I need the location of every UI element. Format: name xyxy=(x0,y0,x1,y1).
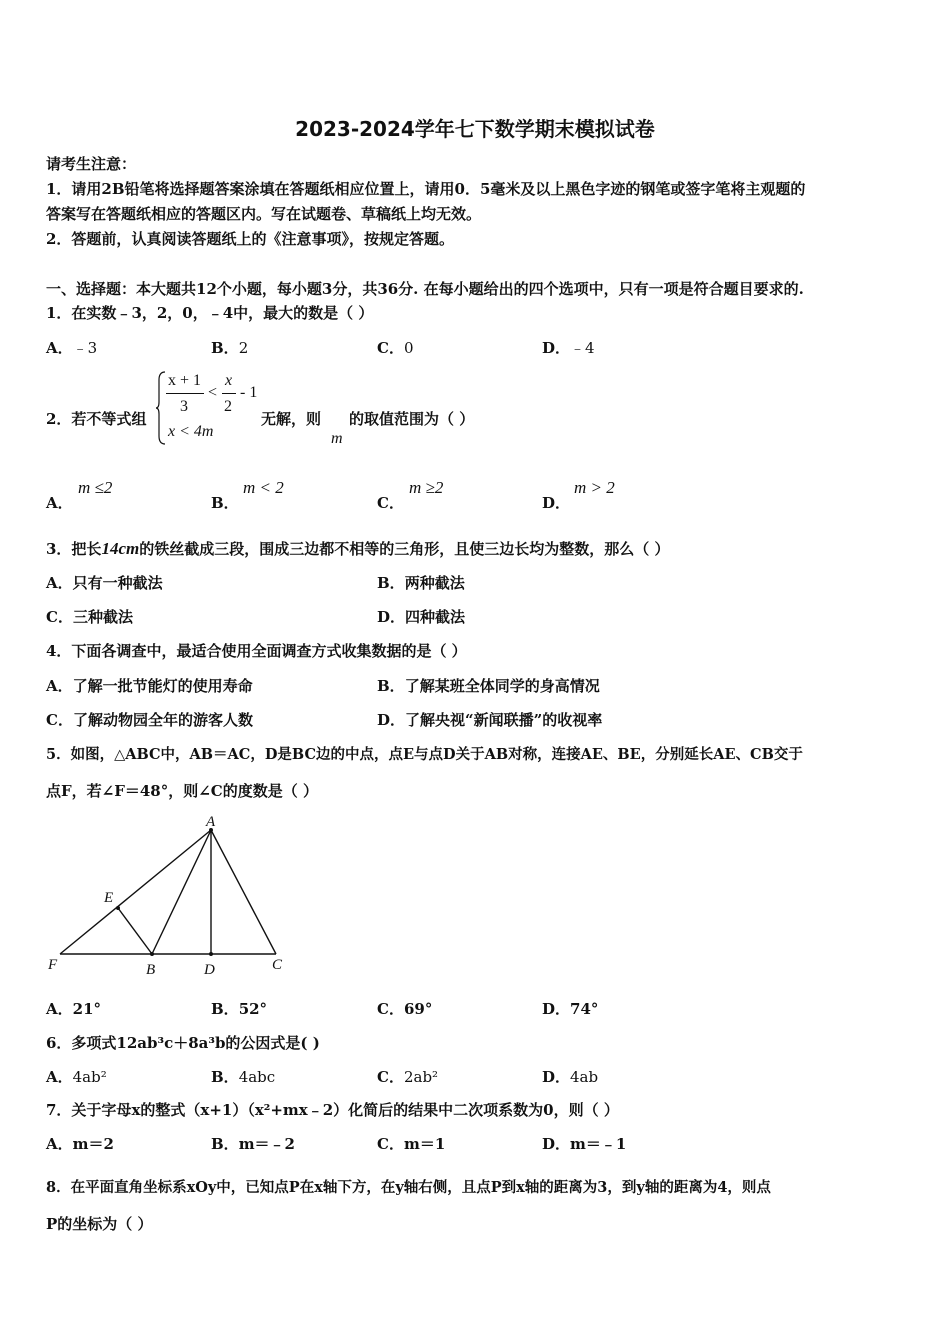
segment-fa xyxy=(60,830,211,954)
q2-option-b-value: m < 2 xyxy=(243,478,284,497)
label-c: C xyxy=(272,957,283,973)
question-8-cont: P的坐标为（ ） xyxy=(46,1215,153,1233)
question-6: 6．多项式12ab³c＋8a³b的公因式是( ) xyxy=(46,1034,320,1052)
q6-option-b: B．4abc xyxy=(211,1068,276,1086)
notice-item-1: 1．请用2B铅笔将选择题答案涂填在答题纸相应位置上，请用0．5毫米及以上黑色字迹的钢笔或签字笔将主观题的 xyxy=(46,180,806,198)
page-title: 2023-2024学年七下数学期末模拟试卷 xyxy=(295,117,655,141)
ineq1-den-right: 2 xyxy=(224,398,232,415)
point-d xyxy=(209,952,213,956)
q7-option-b: B．m＝﹣2 xyxy=(211,1135,295,1153)
fraction-bar xyxy=(166,393,204,394)
q4-option-d: D．了解央视“新闻联播”的收视率 xyxy=(377,711,603,729)
q2-option-c-value: m ≥2 xyxy=(409,478,444,497)
brace-icon xyxy=(155,370,167,446)
q2-option-a-value: m ≤2 xyxy=(78,478,113,497)
q4-option-a: A．了解一批节能灯的使用寿命 xyxy=(46,677,253,695)
segment-ac xyxy=(211,830,276,954)
label-a: A xyxy=(206,814,216,830)
question-7: 7．关于字母x的整式（x+1）（x²+mx﹣2）化简后的结果中二次项系数为0，则（ ） xyxy=(46,1101,619,1119)
label-f: F xyxy=(48,957,58,973)
q1-option-c: C．0 xyxy=(377,339,414,357)
q7-option-c: C．m＝1 xyxy=(377,1135,446,1153)
q5-option-b: B．52° xyxy=(211,1000,268,1018)
q4-option-c: C．了解动物园全年的游客人数 xyxy=(46,711,253,729)
ineq1-den-left: 3 xyxy=(180,398,188,415)
q6-option-c: C．2ab² xyxy=(377,1068,439,1086)
triangle-figure xyxy=(44,812,294,982)
q2-option-b: B． xyxy=(211,494,239,512)
question-2-var: m xyxy=(331,430,343,447)
label-b: B xyxy=(146,962,156,978)
label-d: D xyxy=(204,962,215,978)
point-b xyxy=(150,952,154,956)
section-heading: 一、选择题：本大题共12个小题，每小题3分，共36分. 在每小题给出的四个选项中，只有一项是符合题目要求的. xyxy=(46,280,804,298)
q5-option-c: C．69° xyxy=(377,1000,433,1018)
point-e xyxy=(116,906,120,910)
ineq1-num-left: x + 1 xyxy=(168,372,202,389)
q3-option-c: C．三种截法 xyxy=(46,608,133,626)
segment-ab xyxy=(152,830,211,954)
question-2-suffix: 的取值范围为（ ） xyxy=(349,410,475,428)
q6-option-d: D．4ab xyxy=(542,1068,599,1086)
question-5: 5．如图，△ABC中，AB＝AC，D是BC边的中点，点E与点D关于AB对称，连接AE、BE，分别延长AE、CB交于 xyxy=(46,746,803,763)
question-2-prefix: 2．若不等式组 xyxy=(46,410,147,428)
q6-option-a: A．4ab² xyxy=(46,1068,107,1086)
ineq2: x < 4m xyxy=(168,423,214,440)
ineq1-lt: < xyxy=(208,384,218,401)
q3-option-d: D．四种截法 xyxy=(377,608,466,626)
q7-option-a: A．m＝2 xyxy=(46,1135,114,1153)
notice-item-1-cont: 答案写在答题纸相应的答题区内。写在试题卷、草稿纸上均无效。 xyxy=(46,205,482,223)
question-5-cont: 点F，若∠F＝48°，则∠C的度数是（ ） xyxy=(46,782,318,800)
notice-heading: 请考生注意： xyxy=(46,155,137,173)
question-8: 8．在平面直角坐标系xOy中，已知点P在x轴下方，在y轴右侧，且点P到x轴的距离为3，到y轴的距离为4，则点 xyxy=(46,1179,771,1196)
segment-eb xyxy=(118,908,152,954)
notice-item-2: 2．答题前，认真阅读答题纸上的《注意事项》，按规定答题。 xyxy=(46,230,454,248)
question-2-middle: 无解，则 xyxy=(261,410,322,428)
q4-option-b: B．了解某班全体同学的身高情况 xyxy=(377,677,600,695)
q5-option-d: D．74° xyxy=(542,1000,599,1018)
q2-option-d-value: m > 2 xyxy=(574,478,615,497)
q3-option-b: B．两种截法 xyxy=(377,574,465,592)
q3-option-a: A．只有一种截法 xyxy=(46,574,163,592)
q1-option-a: A．﹣3 xyxy=(46,339,98,357)
q2-option-d: D． xyxy=(542,494,571,512)
question-1: 1．在实数﹣3，2，0，﹣4中，最大的数是（ ） xyxy=(46,304,374,322)
question-3: 3．把长14cm的铁丝截成三段，围成三边都不相等的三角形，且使三边长均为整数，那么（ ） xyxy=(46,539,670,558)
q1-option-b: B．2 xyxy=(211,339,249,357)
ineq1-num-right: x xyxy=(225,372,233,389)
label-e: E xyxy=(104,890,114,906)
ineq1-tail: - 1 xyxy=(240,384,258,401)
q7-option-d: D．m＝﹣1 xyxy=(542,1135,627,1153)
q5-option-a: A．21° xyxy=(46,1000,102,1018)
q1-option-d: D．﹣4 xyxy=(542,339,595,357)
question-4: 4．下面各调查中，最适合使用全面调查方式收集数据的是（ ） xyxy=(46,642,467,660)
q2-option-c: C． xyxy=(377,494,404,512)
q2-option-a: A． xyxy=(46,494,73,512)
fraction-bar xyxy=(222,393,236,394)
